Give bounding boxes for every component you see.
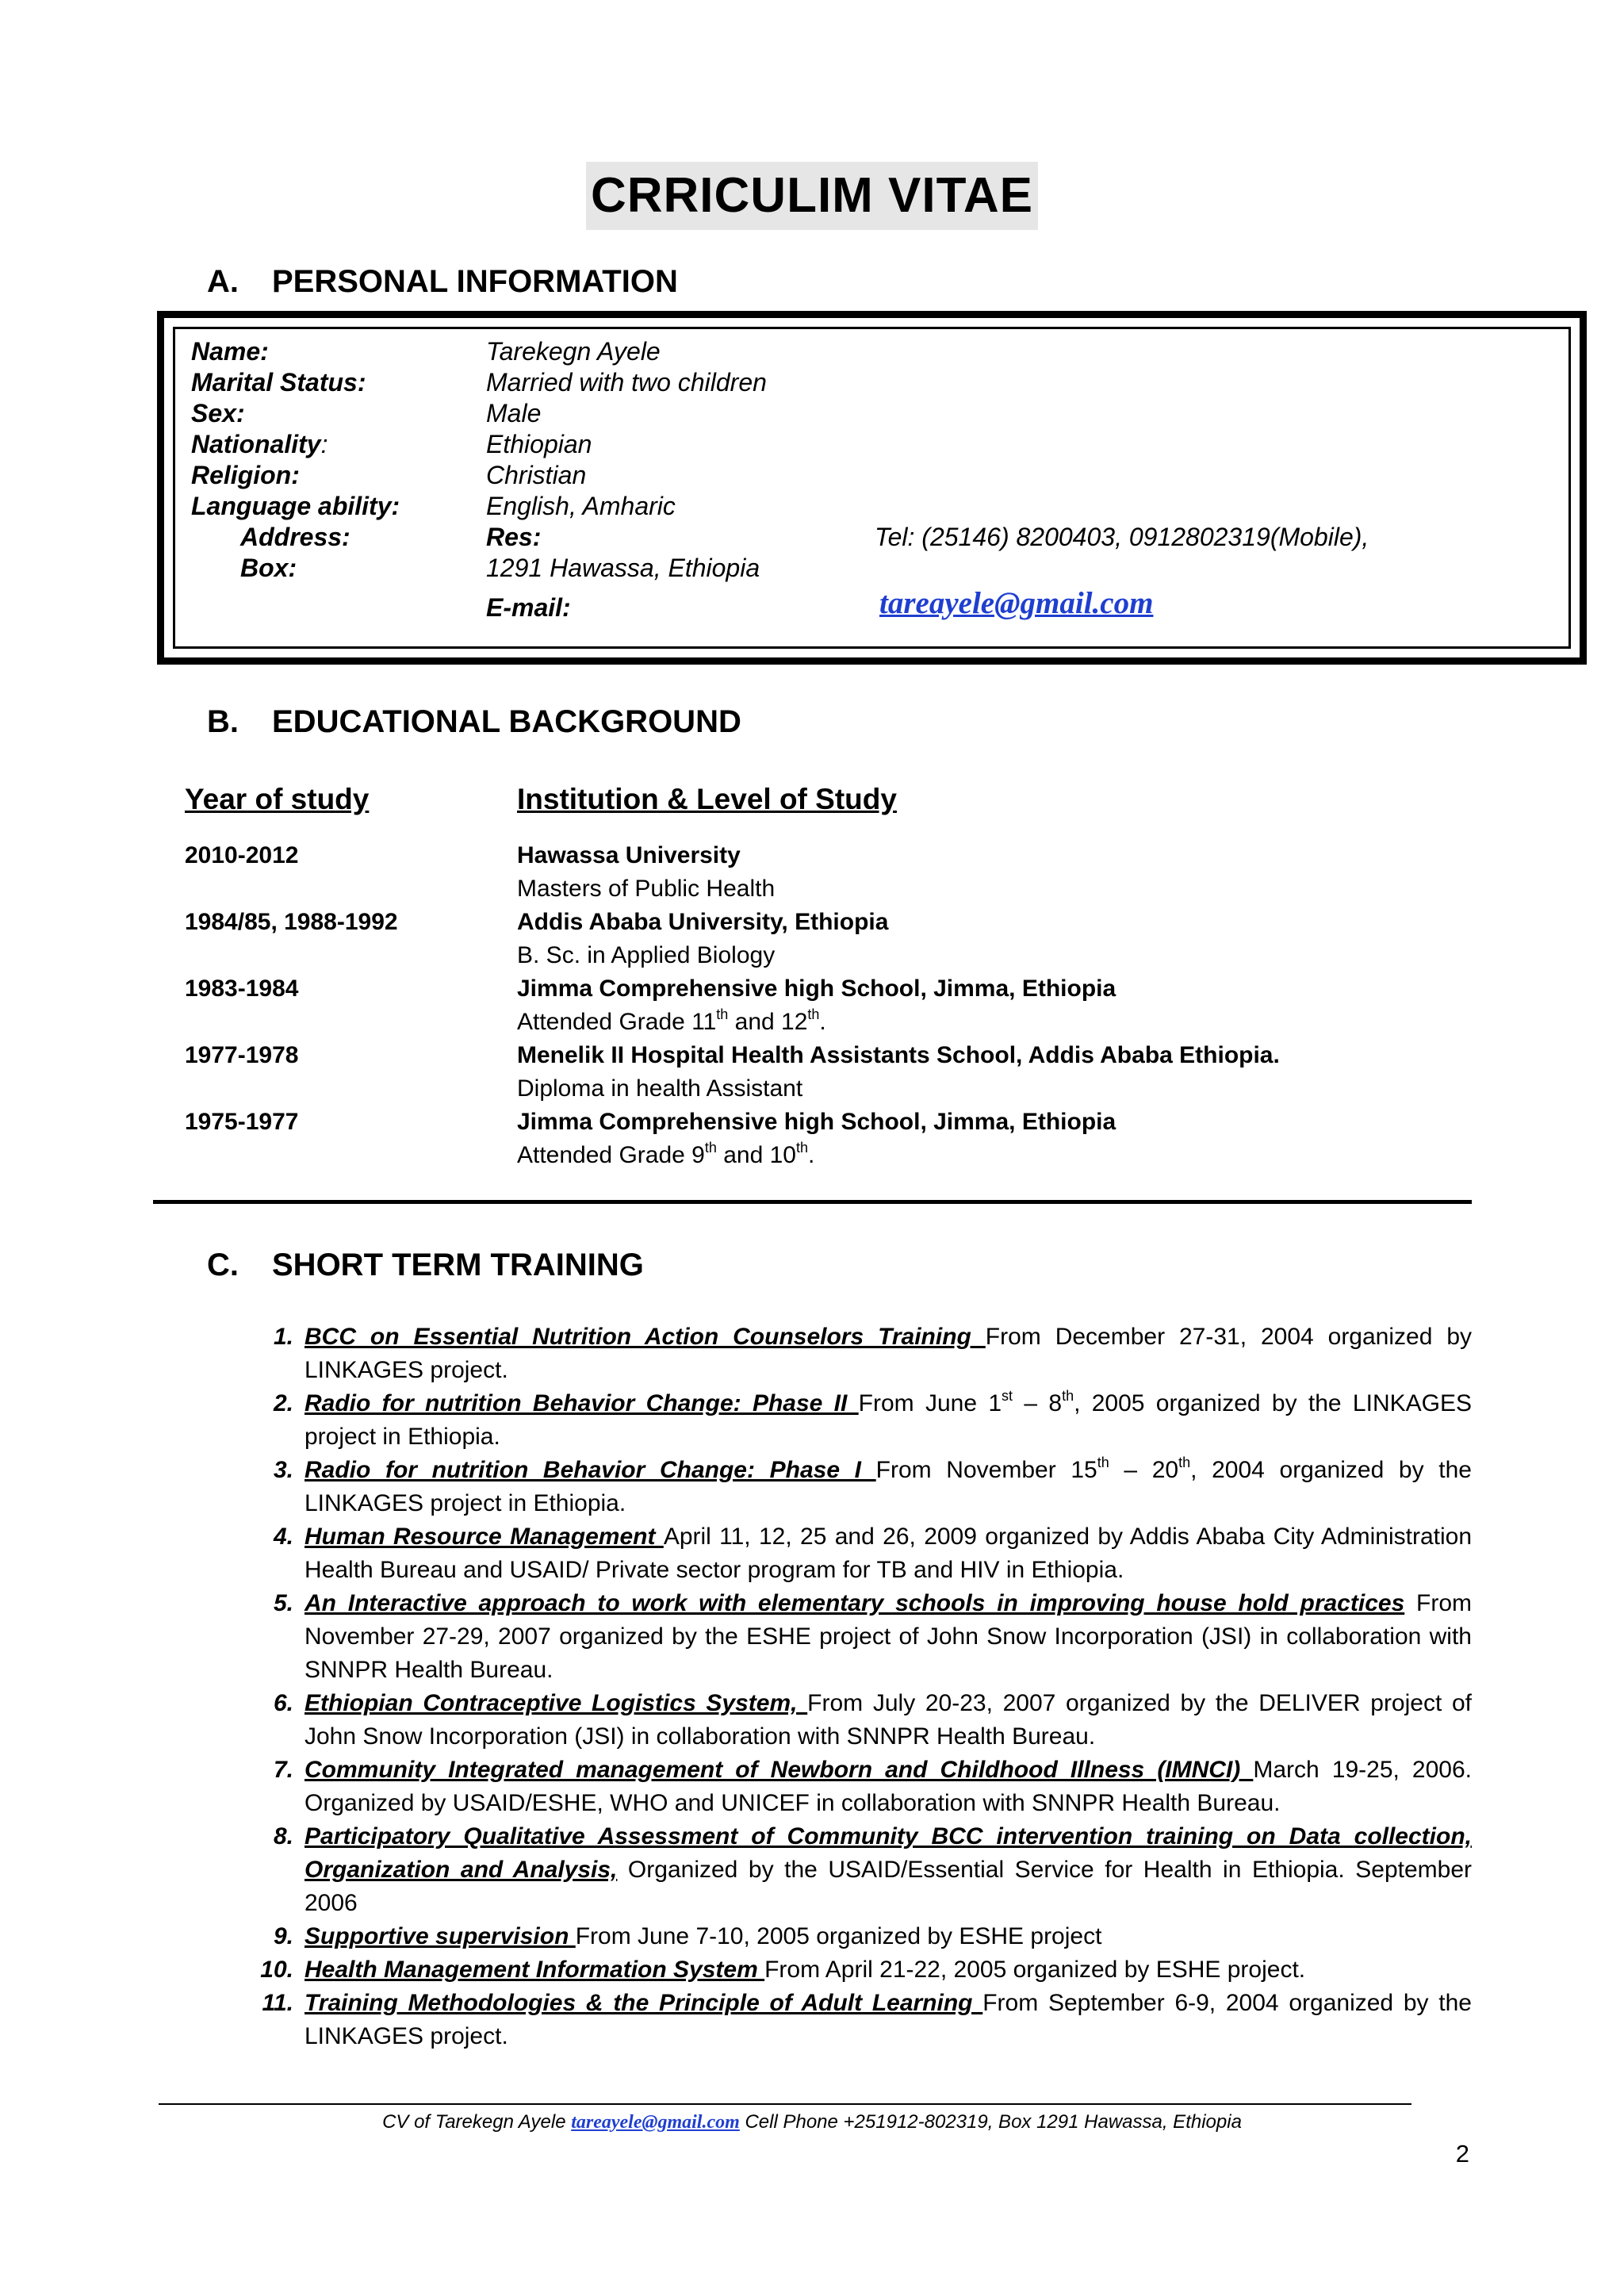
edu-col-year: Year of study [185, 783, 370, 815]
training-item: 7. Community Integrated management of Newborn and Childhood Illness (IMNCI) March 19-25, 2006. Organized by USAID/ESHE, WHO and UNICEF in collaboration with SNNPR Health Bureau. [273, 1757, 1473, 1816]
training-item: 4. Human Resource Management April 11, 12, 25 and 26, 2009 organized by Addis Ababa City Administration Health Bureau and USAID/ Private sector program for TB and HIV in Ethiopia. [273, 1524, 1472, 1583]
training-item: 11. Training Methodologies & the Principle of Adult Learning From September 6-9, 2004 organized by the LINKAGES project. [262, 1990, 1472, 2049]
edu-detail: Attended Grade 9th and 10th. [517, 1140, 815, 1168]
edu-detail: B. Sc. in Applied Biology [517, 942, 776, 968]
training-item: 6. Ethiopian Contraceptive Logistics System, From July 20-23, 2007 organized by the DELIVER project of John Snow Incorporation (JSI) in collaboration with SNNPR Health Bureau. [273, 1690, 1472, 1750]
edu-year: 1977-1978 [185, 1042, 299, 1068]
footer-rule [159, 2103, 1411, 2105]
edu-detail: Masters of Public Health [517, 876, 776, 902]
training-item: 3. Radio for nutrition Behavior Change: Phase I From November 15th – 20th, 2004 organized by the LINKAGES project in Ethiopia. [273, 1455, 1472, 1516]
personal-info-box [157, 311, 1587, 665]
edu-institution: Menelik II Hospital Health Assistants School, Addis Ababa Ethiopia. [517, 1042, 1280, 1068]
edu-institution: Addis Ababa University, Ethiopia [517, 909, 889, 935]
edu-detail: Diploma in health Assistant [517, 1075, 803, 1102]
edu-year: 2010-2012 [185, 842, 299, 868]
training-list [252, 1320, 1472, 2053]
training-item: 1. BCC on Essential Nutrition Action Counselors Training From December 27-31, 2004 organized by LINKAGES project. [273, 1324, 1472, 1383]
training-item: 2. Radio for nutrition Behavior Change: Phase II From June 1st – 8th, 2005 organized by the LINKAGES project in Ethiopia. [273, 1388, 1472, 1450]
edu-year: 1983-1984 [185, 976, 299, 1002]
edu-detail: Attended Grade 11th and 12th. [517, 1006, 826, 1035]
email-link[interactable]: tareayele@gmail.com [879, 586, 1154, 620]
training-item: 5. An Interactive approach to work with elementary schools in improving house hold practices From November 27-29, 2007 organized by the ESHE project of John Snow Incorporation (JSI) in collaboration with SNNPR Health Bureau. [273, 1590, 1472, 1683]
section-divider [153, 1200, 1472, 1204]
edu-year: 1984/85, 1988-1992 [185, 909, 398, 935]
document-title: CRRICULIM VITAE [0, 162, 1624, 230]
section-c-heading: C. SHORT TERM TRAINING [207, 1248, 644, 1282]
edu-year: 1975-1977 [185, 1109, 299, 1135]
section-b-heading: B. EDUCATIONAL BACKGROUND [207, 704, 741, 739]
edu-col-institution: Institution & Level of Study [517, 783, 897, 815]
page-footer: CV of Tarekegn Ayele tareayele@gmail.com Cell Phone +251912-802319, Box 1291 Hawassa, Ethiopia [382, 2111, 1242, 2133]
edu-institution: Hawassa University [517, 842, 741, 868]
section-a-heading: A. PERSONAL INFORMATION [207, 264, 678, 299]
edu-institution: Jimma Comprehensive high School, Jimma, Ethiopia [517, 1109, 1116, 1135]
edu-institution: Jimma Comprehensive high School, Jimma, Ethiopia [517, 976, 1116, 1002]
page-number: 2 [1455, 2140, 1469, 2168]
training-item: 10. Health Management Information System From April 21-22, 2005 organized by ESHE project. [260, 1957, 1306, 1983]
footer-email-link[interactable]: tareayele@gmail.com [571, 2112, 740, 2133]
training-item: 8. Participatory Qualitative Assessment of Community BCC intervention training on Data collection, Organization and Analysis, Organized by the USAID/Essential Service for Health in Ethiopia. September 2006 [273, 1823, 1472, 1916]
training-item: 9. Supportive supervision From June 7-10, 2005 organized by ESHE project [273, 1923, 1102, 1949]
